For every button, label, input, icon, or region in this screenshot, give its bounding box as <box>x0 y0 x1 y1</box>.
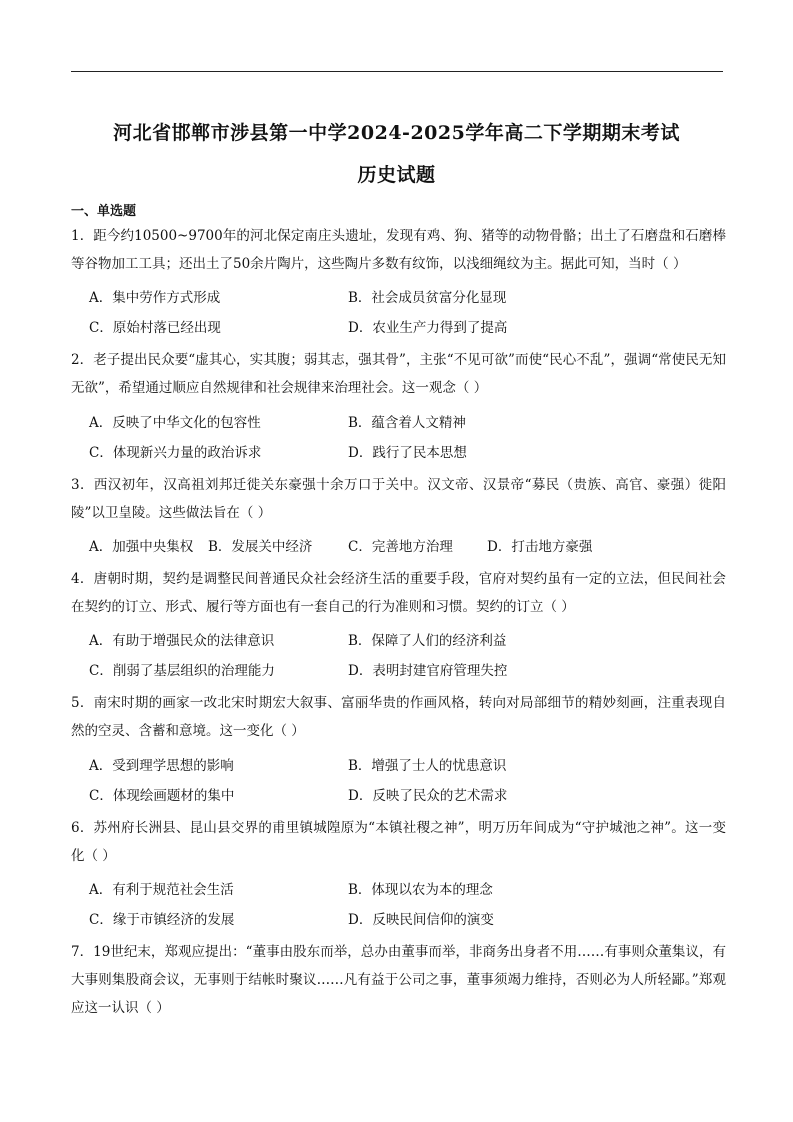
question-4-stem: 4．唐朝时期，契约是调整民间普通民众社会经济生活的重要手段，官府对契约虽有一定的立法，但民间社会在契约的订立、形式、履行等方面也有一套自己的行为准则和习惯。契约的订立（ ） <box>71 571 726 615</box>
question-1-option-c[interactable]: C．原始村落已经出现 <box>89 320 221 336</box>
question-6-option-b[interactable]: B．体现以农为本的理念 <box>348 882 493 898</box>
question-4-option-d[interactable]: D．表明封建官府管理失控 <box>348 663 508 679</box>
question-3-option-c[interactable]: C．完善地方治理 <box>348 539 453 555</box>
question-2-option-b[interactable]: B．蕴含着人文精神 <box>348 415 466 431</box>
question-2-stem: 2．老子提出民众要“虚其心，实其腹；弱其志，强其骨”，主张“不见可欲”而使“民心不乱”，强调“常使民无知无欲”，希望通过顺应自然规律和社会规律来治理社会。这一观念（ ） <box>71 352 726 396</box>
question-5-option-b[interactable]: B．增强了士人的忧患意识 <box>348 758 507 774</box>
question-3-option-d[interactable]: D．打击地方豪强 <box>487 539 593 555</box>
page-title: 河北省邯郸市涉县第一中学2024-2025学年高二下学期期末考试 <box>113 122 680 144</box>
question-3-option-a[interactable]: A．加强中央集权 <box>89 539 194 555</box>
header-rule <box>71 71 723 72</box>
question-1-option-d[interactable]: D．农业生产力得到了提高 <box>348 320 508 336</box>
page-subtitle: 历史试题 <box>357 164 436 186</box>
question-5-option-a[interactable]: A．受到理学思想的影响 <box>89 758 234 774</box>
question-2-option-c[interactable]: C．体现新兴力量的政治诉求 <box>89 445 262 461</box>
question-3-stem: 3．西汉初年，汉高祖刘邦迁徙关东豪强十余万口于关中。汉文帝、汉景帝“募民（贵族、高官、豪强）徙阳陵”以卫皇陵。这些做法旨在（ ） <box>71 477 726 521</box>
question-7-stem: 7．19世纪末，郑观应提出：“董事由股东而举，总办由董事而举，非商务出身者不用……有事则众董集议，有大事则集股商会议，无事则于结帐时聚议……凡有益于公司之事，董事须竭力维持，否则必为人所轻鄙。”郑观应这一认识（ ） <box>71 944 726 1016</box>
question-2-option-d[interactable]: D．践行了民本思想 <box>348 445 467 461</box>
question-3-option-b[interactable]: B．发展关中经济 <box>208 539 313 555</box>
question-4-option-c[interactable]: C．削弱了基层组织的治理能力 <box>89 663 275 679</box>
section-heading: 一、单选题 <box>71 204 137 219</box>
question-5-option-d[interactable]: D．反映了民众的艺术需求 <box>348 788 508 804</box>
question-6-option-a[interactable]: A．有利于规范社会生活 <box>89 882 234 898</box>
question-5-option-c[interactable]: C．体现绘画题材的集中 <box>89 788 235 804</box>
question-4-option-b[interactable]: B．保障了人们的经济利益 <box>348 633 507 649</box>
question-6-option-c[interactable]: C．缘于市镇经济的发展 <box>89 912 235 928</box>
question-2-option-a[interactable]: A．反映了中华文化的包容性 <box>89 415 261 431</box>
question-6-option-d[interactable]: D．反映民间信仰的演变 <box>348 912 494 928</box>
question-4-option-a[interactable]: A．有助于增强民众的法律意识 <box>89 633 275 649</box>
question-5-stem: 5．南宋时期的画家一改北宋时期宏大叙事、富丽华贵的作画风格，转向对局部细节的精妙刻画，注重表现自然的空灵、含蓄和意境。这一变化（ ） <box>71 695 726 739</box>
question-1-option-b[interactable]: B．社会成员贫富分化显现 <box>348 290 507 306</box>
question-1-option-a[interactable]: A．集中劳作方式形成 <box>89 290 221 306</box>
question-6-stem: 6．苏州府长洲县、昆山县交界的甫里镇城隍原为“本镇社稷之神”，明万历年间成为“守护城池之神”。这一变化（ ） <box>71 820 726 864</box>
question-1-stem: 1．距今约10500~9700年的河北保定南庄头遗址，发现有鸡、狗、猪等的动物骨骼；出土了石磨盘和石磨棒等谷物加工工具；还出土了50余片陶片，这些陶片多数有纹饰，以浅细绳纹为主。据此可知，当时（ ） <box>71 228 726 272</box>
